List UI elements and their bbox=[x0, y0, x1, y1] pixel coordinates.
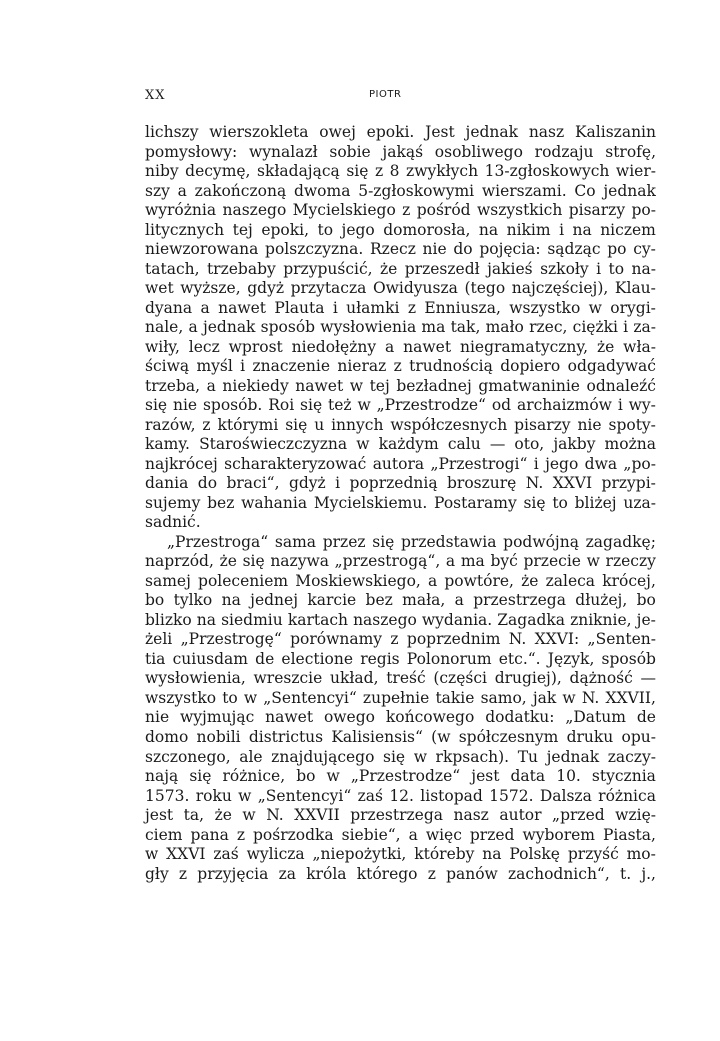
text-line: ciem pana z pośrzodka siebie“, a więc przed wyborem Piasta, bbox=[145, 825, 656, 844]
paragraph-end-line: sadnić. bbox=[145, 513, 201, 532]
text-line: najkrócej scharakteryzować autora „Przestrogi“ i jego dwa „po- bbox=[145, 454, 656, 473]
text-line: nają się różnice, bo w „Przestrodze“ jest data 10. stycznia bbox=[145, 767, 656, 786]
text-line: pomysłowy: wynalazł sobie jakąś osobliwego rodzaju strofę, bbox=[145, 142, 656, 161]
text-line: razów, z którymi się u innych współczesnych pisarzy nie spoty- bbox=[145, 415, 656, 434]
text-line: wet wyższe, gdyż przytacza Owidyusza (tego najczęściej), Klau- bbox=[145, 279, 656, 298]
text-line: wyróżnia naszego Mycielskiego z pośród wszystkich pisarzy po- bbox=[145, 201, 656, 220]
text-line: bo tylko na jednej karcie bez mała, a przestrzega dłużej, bo bbox=[145, 591, 656, 610]
text-line: kamy. Staroświeczczyzna w każdym calu — oto, jakby można bbox=[145, 435, 656, 454]
text-line: domo nobili districtus Kalisiensis“ (w spółczesnym druku opu- bbox=[145, 727, 656, 746]
running-title: PIOTR bbox=[369, 89, 402, 100]
text-line: żeli „Przestrogę“ porównamy z poprzednim N. XXVI: „Senten- bbox=[145, 630, 656, 649]
text-line: lichszy wierszokleta owej epoki. Jest jednak nasz Kaliszanin bbox=[145, 123, 656, 141]
text-line: tatach, trzebaby przypuścić, że przeszedł jakieś szkoły i to na- bbox=[145, 259, 656, 278]
text-line: ściwą myśl i znaczenie nieraz z trudnością dopiero odgadywać bbox=[145, 357, 656, 376]
text-line: wszystko to w „Sentencyi“ zupełnie takie samo, jak w N. XXVII, bbox=[145, 688, 656, 707]
text-line: dyana a nawet Plauta i ułamki z Enniusza, wszystko w orygi- bbox=[145, 298, 656, 317]
text-line: szy a zakończoną dwoma 5-zgłoskowymi wierszami. Co jednak bbox=[145, 181, 656, 200]
text-line: niewzorowana polszczyzna. Rzecz nie do pojęcia: sądząc po cy- bbox=[145, 240, 656, 259]
text-line: blizko na siedmiu kartach naszego wydania. Zagadka zniknie, je- bbox=[145, 610, 656, 629]
text-line: sujemy bez wahania Mycielskiemu. Postaramy się to bliżej uza- bbox=[145, 493, 656, 512]
text-line: w XXVI zaś wylicza „niepożytki, któreby na Polskę przyść mo- bbox=[145, 845, 656, 864]
text-line: jest ta, że w N. XXVII przestrzega nasz autor „przed wzię- bbox=[145, 806, 656, 825]
page-number: XX bbox=[145, 88, 166, 103]
text-line: nale, a jednak sposób wysłowienia ma tak, mało rzec, ciężki i za- bbox=[145, 318, 656, 337]
body-text bbox=[145, 123, 656, 884]
text-line: gły z przyjęcia za króla którego z panów zachodnich“, t. j., bbox=[145, 864, 656, 883]
text-line: samej poleceniem Moskiewskiego, a powtóre, że zaleca krócej, bbox=[145, 571, 656, 590]
text-line: wysłowienia, wreszcie układ, treść (części drugiej), dążność — bbox=[145, 669, 656, 688]
text-line: litycznych tej epoki, to jego domorosła, na nikim i na niczem bbox=[145, 220, 656, 239]
text-line: 1573. roku w „Sentencyi“ zaś 12. listopad 1572. Dalsza różnica bbox=[145, 786, 656, 805]
text-line: niby decymę, składającą się z 8 zwykłych 13-zgłoskowych wier- bbox=[145, 162, 656, 181]
text-line: dania do braci“, gdyż i poprzednią broszurę N. XXVI przypi- bbox=[145, 474, 656, 493]
paragraph-first-line: „Przestroga“ sama przez się przedstawia podwójną zagadkę; bbox=[167, 532, 656, 551]
text-line: naprzód, że się nazywa „przestrogą“, a ma być przecie w rzeczy bbox=[145, 552, 656, 571]
text-line: wiły, lecz wprost niedołężny a nawet niegramatyczny, że wła- bbox=[145, 337, 656, 356]
text-line: się nie sposób. Roi się też w „Przestrodze“ od archaizmów i wy- bbox=[145, 396, 656, 415]
text-line: trzeba, a niekiedy nawet w tej bezładnej gmatwaninie odnaleźć bbox=[145, 376, 656, 395]
page-header bbox=[145, 88, 656, 108]
text-line: szczonego, ale znajdującego się w rkpsach). Tu jednak zaczy- bbox=[145, 747, 656, 766]
text-line: tia cuiusdam de electione regis Polonorum etc.“. Język, sposób bbox=[145, 649, 656, 668]
text-line: nie wyjmując nawet owego końcowego dodatku: „Datum de bbox=[145, 708, 656, 727]
